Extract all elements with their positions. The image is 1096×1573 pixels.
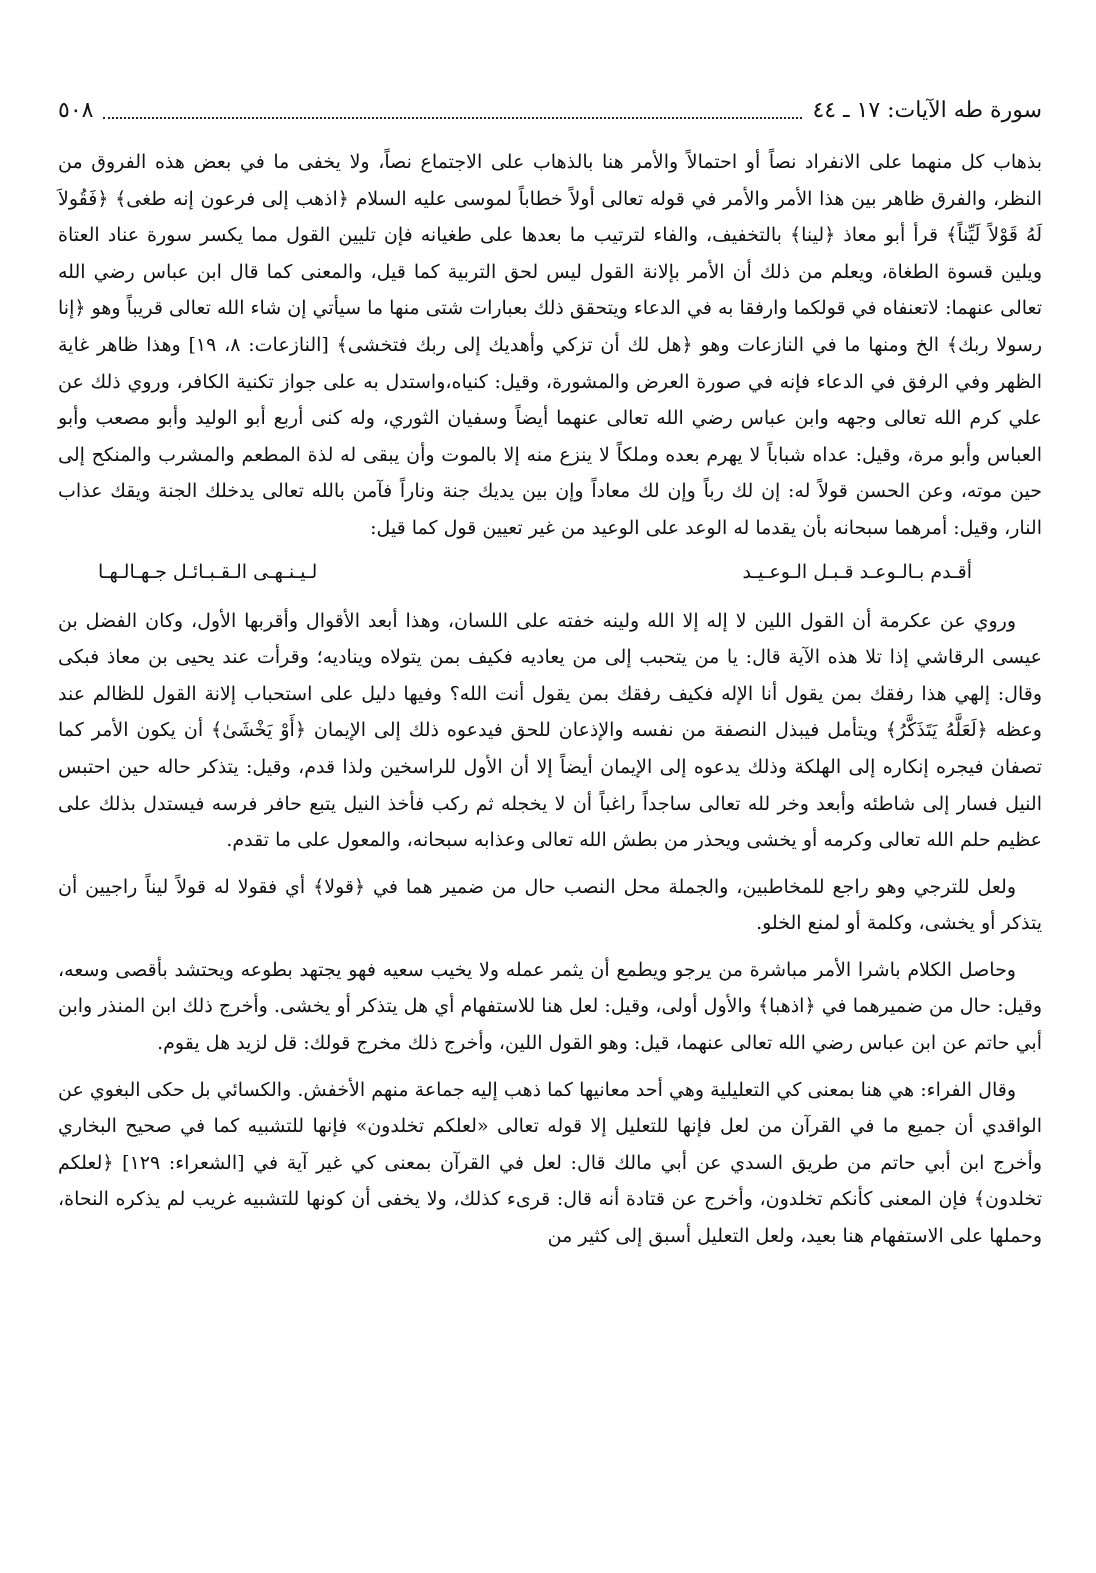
paragraph: وحاصل الكلام باشرا الأمر مباشرة من يرجو ويطمع أن يثمر عمله ولا يخيب سعيه فهو يجتهد بطوعه ويحتشد بأقصى وسعه، وقيل: حال من ضميرهما في ﴿اذهبا﴾ والأول أولى، وقيل: لعل هنا للاستفهام أي هل يتذكر أو يخشى. وأخرج ذلك ابن المنذر وابن أبي حاتم عن ابن عباس رضي الله تعالى عنهما، قيل: وهو القول اللين، وأخرج ذلك مخرج قولك: قل لزيد هل يقوم. (58, 958, 1042, 1055)
verse-right-hemistich: أقـدم بـالـوعـد قـبـل الـوعـيـد (742, 560, 972, 583)
paragraph: بذهاب كل منهما على الانفراد نصاً أو احتمالاً والأمر هنا بالذهاب على الاجتماع نصاً، ولا يخفى ما في بعض هذه الفروق من النظر، والفرق ظاهر بين هذا الأمر والأمر في قوله تعالى أولاً خطاباً لموسى عليه السلام ﴿اذهب إلى فرعون إنه طغى﴾ ﴿فَقُولاَ لَهُ قَوْلاً لَيِّناً﴾ قرأ أبو معاذ ﴿لينا﴾ بالتخفيف، والفاء لترتيب ما بعدها على طغيانه فإن تليين القول مما يكسر سورة عناد العتاة ويلين قسوة الطغاة، ويعلم من ذلك أن الأمر بإلانة القول ليس لحق التربية كما قيل، والمعنى كما قال ابن عباس رضي الله تعالى عنهما: لاتعنفاه في قولكما وارفقا به في الدعاء ويتحقق ذلك بعبارات شتى منها ما سيأتي إن شاء الله تعالى قريباً وهو ﴿إنا رسولا ربك﴾ الخ ومنها ما في النازعات وهو ﴿هل لك أن تزكي وأهديك إلى ربك فتخشى﴾ [النازعات: ٨، ١٩] وهذا ظاهر غاية الظهر وفي الرفق في الدعاء فإنه في صورة العرض والمشورة، وقيل: كنياه،واستدل به على جواز تكنية الكافر، وروي ذلك عن علي كرم الله تعالى وجهه وابن عباس رضي الله تعالى عنهما أيضاً وسفيان الثوري، وله كنى أربع أبو الوليد وأبو مصعب وأبو العباس وأبو مرة، وقيل: عداه شباباً لا يهرم بعده وملكاً لا ينزع منه إلا بالموت وأن يبقى له لذة المطعم والمشرب والمنكح إلى حين موته، وعن الحسن قولاً له: إن لك رباً وإن لك معاداً وإن بين يديك جنة وناراً فآمن بالله تعالى يدخلك الجنة ويقك عذاب النار، وقيل: أمرهما سبحانه بأن يقدما له الوعد على الوعيد من غير تعيين قول كما قيل: (58, 151, 1042, 539)
verse-left-hemistich: لـيـنـهـى الـقـبـائـل جـهـالـهـا (98, 560, 318, 583)
running-header (58, 86, 1042, 126)
book-page (58, 86, 1042, 1261)
surah-title: سورة طه الآيات: ١٧ ـ ٤٤ (812, 98, 1042, 123)
page-number: ٥٠٨ (58, 98, 94, 123)
paragraph: ولعل للترجي وهو راجع للمخاطبين، والجملة محل النصب حال من ضمير هما في ﴿قولا﴾ أي فقولا له قولاً ليناً راجيين أن يتذكر أو يخشى، وكلمة أو لمنع الخلو. (58, 875, 1042, 935)
paragraph: وقال الفراء: هي هنا بمعنى كي التعليلية وهي أحد معانيها كما ذهب إليه جماعة منهم الأخفش. والكسائي بل حكى البغوي عن الواقدي أن جميع ما في القرآن من لعل فإنها للتعليل إلا قوله تعالى «لعلكم تخلدون» فإنها للتشبيه كما في صحيح البخاري وأخرج ابن أبي حاتم من طريق السدي عن أبي مالك قال: لعل في القرآن بمعنى كي غير آية في [الشعراء: ١٢٩] ﴿لعلكم تخلدون﴾ فإن المعنى كأنكم تخلدون، وأخرج عن قتادة أنه قال: قرىء كذلك، ولا يخفى أن كونها للتشبيه غريب لم يذكره النحاة، وحملها على الاستفهام هنا بعيد، ولعل التعليل أسبق إلى كثير من (58, 1078, 1043, 1248)
poetry-verse (98, 553, 972, 591)
page-body (58, 144, 1042, 1255)
leader-dots (103, 117, 802, 119)
paragraph: وروي عن عكرمة أن القول اللين لا إله إلا الله ولينه خفته على اللسان، وهذا أبعد الأقوال وأقربها الأول، وكان الفضل بن عيسى الرقاشي إذا تلا هذه الآية قال: يا من يتحبب إلى من يعاديه فكيف بمن يتولاه ويناديه؛ وقرأت عند يحيى بن معاذ فبكى وقال: إلهي هذا رفقك بمن يقول أنا الإله فكيف رفقك بمن يقول أنت الله؟ وفيها دليل على استحباب إلانة القول للظالم عند وعظه ﴿لَعَلَّهُ يَتَذَكَّرُ﴾ ويتأمل فيبذل النصفة من نفسه والإذعان للحق فيدعوه ذلك إلى الإيمان ﴿أَوْ يَخْشَىٰ﴾ أن يكون الأمر كما تصفان فيجره إنكاره إلى الهلكة وذلك يدعوه إلى الإيمان أيضاً إلا أن الأول للراسخين ولذا قدم، وقيل: يتذكر حاله حين احتبس النيل فسار إلى شاطئه وأبعد وخر لله تعالى ساجداً راغباً أن لا يخجله ثم ركب فأخذ النيل يتبع حافر فرسه فيستدل بذلك على عظيم حلم الله تعالى وكرمه أو يخشى ويحذر من بطش الله تعالى وعذابه سبحانه، والمعول على ما تقدم. (58, 609, 1042, 852)
